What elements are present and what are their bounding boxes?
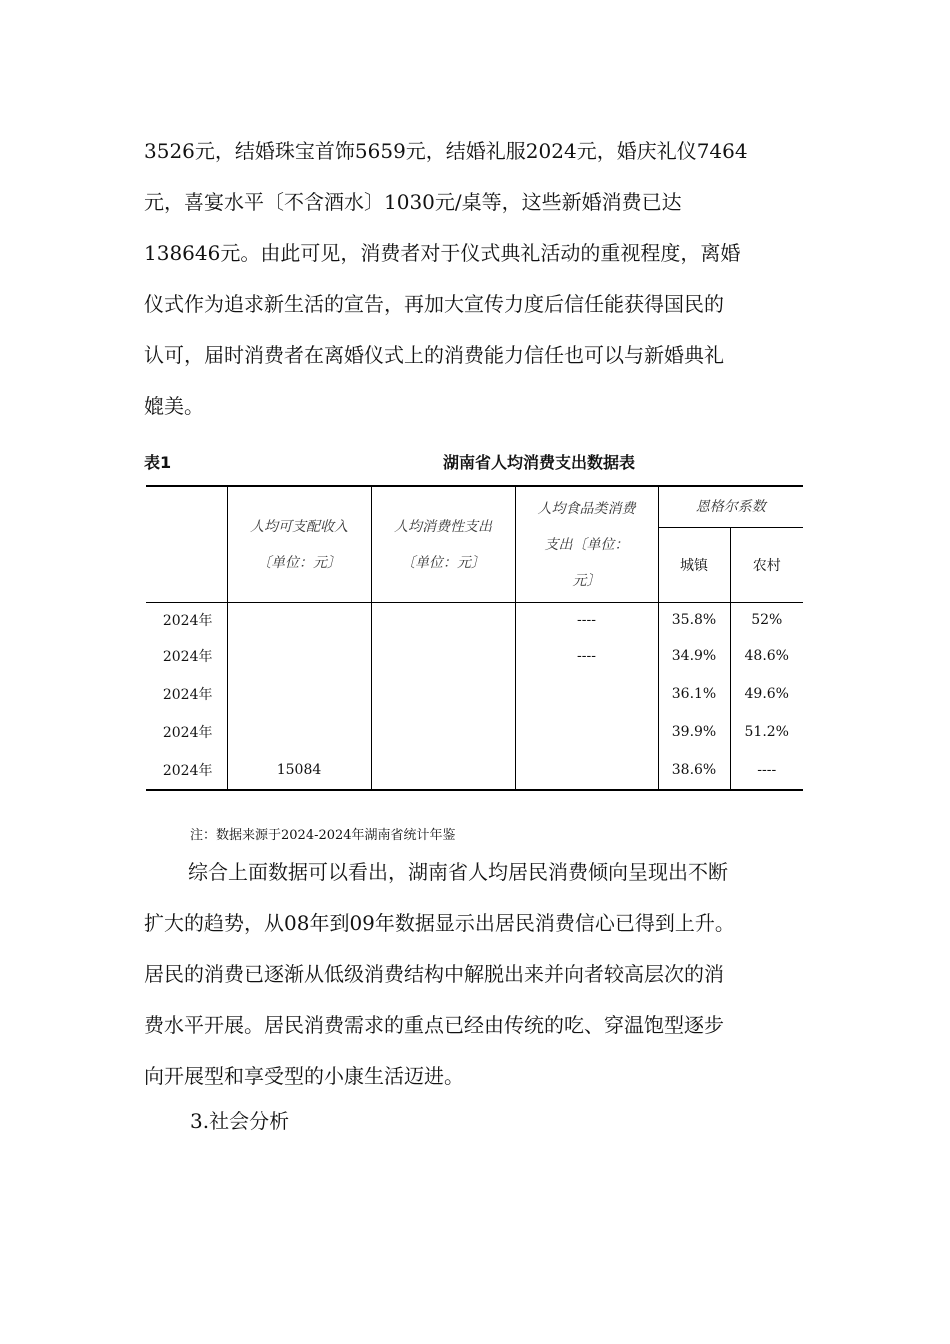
section-heading: 3.社会分析 bbox=[190, 1109, 290, 1133]
cell-urban: 38.6% bbox=[658, 751, 730, 790]
cell-year: 2024年 bbox=[162, 763, 213, 779]
cell-consumption bbox=[371, 751, 515, 790]
cell-rural: 52% bbox=[730, 603, 803, 638]
cell-urban: 34.9% bbox=[658, 637, 730, 675]
text-line: 3526元，结婚珠宝首饰5659元，结婚礼服2024元，婚庆礼仪7464 bbox=[144, 139, 748, 163]
cell-food bbox=[515, 675, 658, 713]
cell-year: 2024年 bbox=[162, 725, 213, 741]
cell-food bbox=[515, 751, 658, 790]
cell-consumption bbox=[371, 713, 515, 751]
cell-consumption bbox=[371, 603, 515, 638]
cell-consumption bbox=[371, 637, 515, 675]
text-line: 费水平开展。居民消费需求的重点已经由传统的吃、穿温饱型逐步 bbox=[144, 1013, 724, 1037]
cell-consumption bbox=[371, 675, 515, 713]
cell-year: 2024年 bbox=[162, 687, 213, 703]
table-row bbox=[146, 751, 803, 790]
text-line: 居民的消费已逐渐从低级消费结构中解脱出来并向者较高层次的消 bbox=[144, 962, 724, 986]
cell-urban: 35.8% bbox=[658, 603, 730, 638]
table-title: 湖南省人均消费支出数据表 bbox=[442, 453, 635, 472]
cell-income bbox=[227, 675, 371, 713]
table-row bbox=[146, 675, 803, 713]
cell-urban: 39.9% bbox=[658, 713, 730, 751]
header-engel: 恩格尔系数 bbox=[658, 486, 803, 528]
cell-food bbox=[515, 713, 658, 751]
text-line: 仪式作为追求新生活的宣告，再加大宣传力度后信任能获得国民的 bbox=[144, 292, 724, 316]
header-income: 人均可支配收入 〔单位：元〕 bbox=[227, 486, 371, 603]
table-row bbox=[146, 637, 803, 675]
cell-year: 2024年 bbox=[162, 613, 213, 629]
header-year bbox=[146, 486, 227, 603]
cell-income bbox=[227, 603, 371, 638]
cell-rural: 48.6% bbox=[730, 637, 803, 675]
consumption-table bbox=[146, 485, 803, 791]
header-rural: 农村 bbox=[730, 528, 803, 603]
header-consumption: 人均消费性支出 〔单位：元〕 bbox=[371, 486, 515, 603]
table-note: 注：数据来源于2024-2024年湖南省统计年鉴 bbox=[190, 828, 456, 843]
header-food: 人均食品类消费 支出〔单位： 元〕 bbox=[515, 486, 658, 603]
cell-rural: ---- bbox=[730, 751, 803, 790]
cell-food: ---- bbox=[515, 603, 658, 638]
text-line: 综合上面数据可以看出，湖南省人均居民消费倾向呈现出不断 bbox=[188, 860, 728, 884]
table-caption bbox=[144, 450, 804, 474]
table-label: 表1 bbox=[144, 453, 172, 472]
text-line: 138646元。由此可见，消费者对于仪式典礼活动的重视程度，离婚 bbox=[144, 241, 741, 265]
cell-income bbox=[227, 713, 371, 751]
table-row bbox=[146, 603, 803, 638]
cell-rural: 49.6% bbox=[730, 675, 803, 713]
text-line: 扩大的趋势，从08年到09年数据显示出居民消费信心已得到上升。 bbox=[144, 911, 735, 935]
text-line: 媲美。 bbox=[144, 394, 204, 418]
header-urban: 城镇 bbox=[658, 528, 730, 603]
table-row bbox=[146, 713, 803, 751]
text-line: 认可，届时消费者在离婚仪式上的消费能力信任也可以与新婚典礼 bbox=[144, 343, 724, 367]
intro-paragraph bbox=[144, 126, 824, 432]
text-line: 元，喜宴水平〔不含酒水〕1030元/桌等，这些新婚消费已达 bbox=[144, 190, 682, 214]
analysis-paragraph bbox=[144, 847, 824, 1102]
cell-urban: 36.1% bbox=[658, 675, 730, 713]
cell-food: ---- bbox=[515, 637, 658, 675]
cell-rural: 51.2% bbox=[730, 713, 803, 751]
cell-income: 15084 bbox=[227, 751, 371, 790]
text-line: 向开展型和享受型的小康生活迈进。 bbox=[144, 1064, 464, 1088]
cell-income bbox=[227, 637, 371, 675]
cell-year: 2024年 bbox=[162, 649, 213, 665]
